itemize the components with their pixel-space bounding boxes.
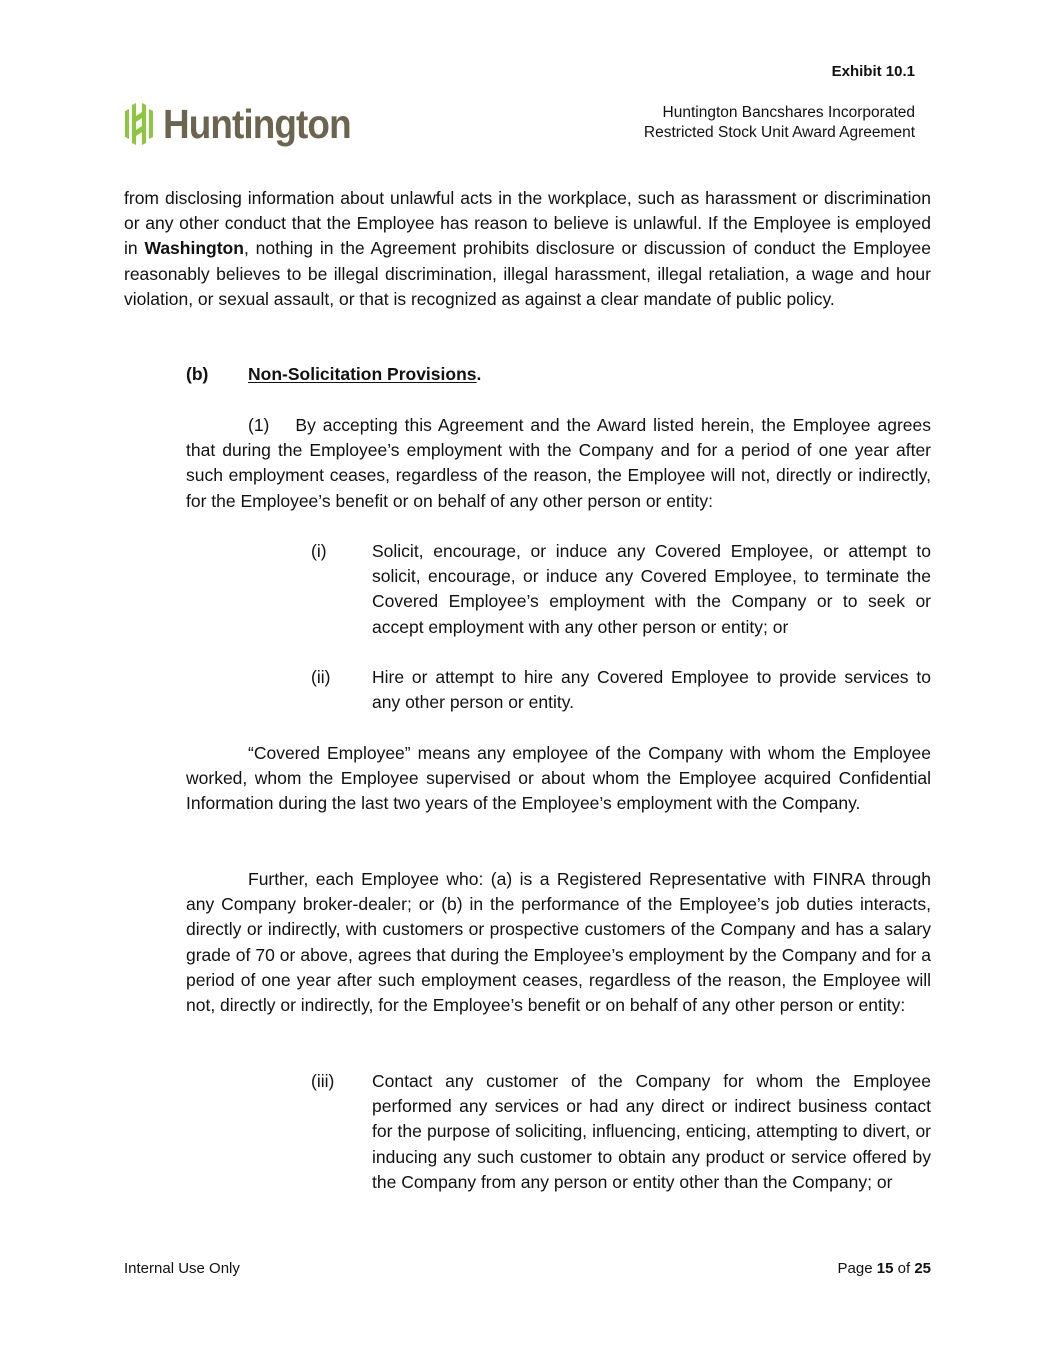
section-b-title: Non-Solicitation Provisions [248,364,477,384]
huntington-logo [122,100,372,148]
item-iii-num: (iii) [311,1071,335,1091]
intro-paragraph [124,186,931,312]
agreement-name: Restricted Stock Unit Award Agreement [643,124,915,141]
intro-text-a: from disclosing information about unlawful acts in the workplace, such as harassment or discrimination or any other conduct that the Employee has reason to believe is unlawful. If the Employee is employed in [124,188,931,259]
paragraph-1-text: By accepting this Agreement and the Award listed herein, the Employee agrees that during the Employee’s employment with the Company and for a period of one year after such employment ceases, regardless of the reason, the Employee will not, directly or indirectly, for the Employee’s benefit or on behalf of any other person or entity: [186,415,931,511]
section-b-heading [186,362,482,387]
footer-classification: Internal Use Only [124,1260,240,1277]
company-name: Huntington Bancshares Incorporated [662,104,915,121]
page-word: Page [837,1260,873,1277]
section-b-label: (b) [186,364,209,384]
intro-text-b: , nothing in the Agreement prohibits disclosure or discussion of conduct the Employee reasonably believes to be illegal discrimination, illegal harassment, illegal retaliation, a wage and hour violation, or sexual assault, or that is recognized as against a clear mandate of public policy. [124,238,931,309]
paragraph-1 [186,413,931,514]
item-ii-text: Hire or attempt to hire any Covered Employee to provide services to any other person or entity. [372,667,931,713]
of-word: of [897,1260,911,1277]
paragraph-1-num: (1) [248,415,270,435]
covered-employee-definition: “Covered Employee” means any employee of the Company with whom the Employee worked, whom the Employee supervised or about whom the Employee acquired Confidential Information during the last two years of the Employee’s employment with the Company. [186,743,931,814]
item-ii-num: (ii) [311,667,331,687]
section-b-period: . [476,364,482,384]
huntington-logo-icon [122,102,156,146]
page-current: 15 [876,1260,894,1277]
logo-wordmark: Huntington [163,100,351,147]
exhibit-label: Exhibit 10.1 [831,63,915,80]
intro-state-bold: Washington [144,238,244,259]
page-total: 25 [914,1260,931,1277]
item-i-num: (i) [311,541,327,561]
item-i-text: Solicit, encourage, or induce any Covered Employee, or attempt to solicit, encourage, or induce any Covered Employee, to terminate the Covered Employee’s employment with the Company or to seek or accept employment with any other person or entity; or [372,541,931,637]
page-number [838,1260,931,1277]
item-iii-text: Contact any customer of the Company for whom the Employee performed any services or had any direct or indirect business contact for the purpose of soliciting, influencing, enticing, attempting to divert, or inducing any such customer to obtain any product or service offered by the Company from any person or entity other than the Company; or [372,1071,931,1192]
further-paragraph: Further, each Employee who: (a) is a Registered Representative with FINRA through any Company broker-dealer; or (b) in the performance of the Employee’s job duties interacts, directly or indirectly, with customers or prospective customers of the Company and has a salary grade of 70 or above, agrees that during the Employee’s employment by the Company and for a period of one year after such employment ceases, regardless of the reason, the Employee will not, directly or indirectly, for the Employee’s benefit or on behalf of any other person or entity: [186,869,931,1016]
